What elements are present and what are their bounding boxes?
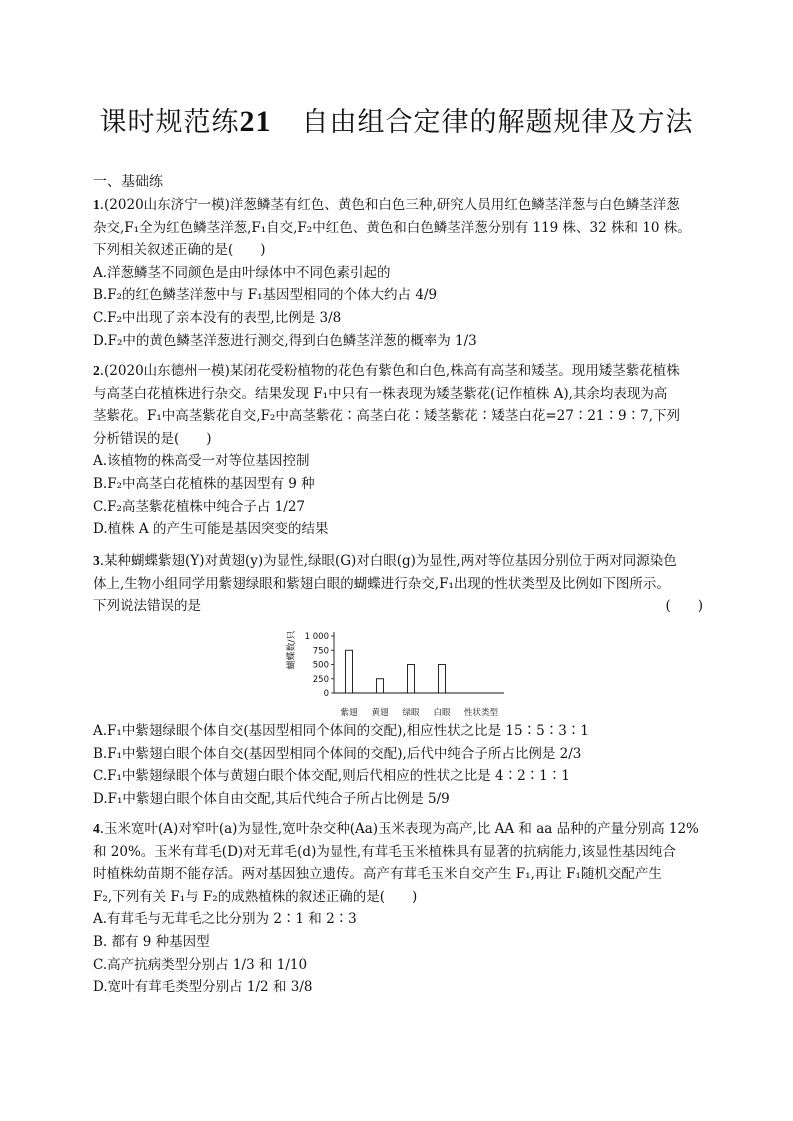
y-tick-label: 750: [312, 646, 329, 657]
question-1: 1.(2020山东济宁一模)洋葱鳞茎有红色、黄色和白色三种,研究人员用红色鳞茎洋葱与白色鳞茎洋葱 杂交,F₁全为红色鳞茎洋葱,F₁自交,F₂中红色、黄色和白色鳞茎洋葱分别有 119 株、32 株和 10 株。 下列相关叙述正确的是( ) A.洋葱鳞茎不同颜色是由叶绿体中不同色素引起的 B.F₂的红色鳞茎洋葱中与 F₁基因型相同的个体大约占 4/9 C.F₂中出现了亲本没有的表型,比例是 3/8 D.F₂中的黄色鳞茎洋葱进行测交,得到白色鳞茎洋葱的概率为 1/3: [93, 194, 703, 352]
butterfly-trait-bar-chart: [282, 620, 512, 720]
q4-option-d[interactable]: D.宽叶有茸毛类型分别占 1/2 和 3/8: [93, 979, 313, 996]
x-tick-label: 黄翅: [371, 708, 389, 718]
question-3: 3.某种蝴蝶紫翅(Y)对黄翅(y)为显性,绿眼(G)对白眼(g)为显性,两对等位基因分别位于两对同源染色 体上,生物小组同学用紫翅绿眼和紫翅白眼的蝴蝶进行杂交,F₁出现的性状类型及比例如下图所示。 下列说法错误的是 ( ): [93, 550, 703, 618]
q1-option-d[interactable]: D.F₂中的黄色鳞茎洋葱进行测交,得到白色鳞茎洋葱的概率为 1/3: [93, 332, 477, 349]
bar-1: [346, 650, 353, 693]
q3-option-d[interactable]: D.F₁中紫翅白眼个体自由交配,其后代纯合子所占比例是 5/9: [93, 790, 450, 807]
bar-3: [408, 665, 415, 694]
question-2: 2.(2020山东德州一模)某闭花受粉植物的花色有紫色和白色,株高有高茎和矮茎。现用矮茎紫花植株 与高茎白花植株进行杂交。结果发现 F₁中只有一株表现为矮茎紫花(记作植株 A),其余均表现为高 茎紫花。F₁中高茎紫花自交,F₂中高茎紫花∶高茎白花∶矮茎紫花∶矮茎白花=27∶21∶9∶7,下列 分析错误的是( ) A.该植物的株高受一对等位基因控制 B.F₂中高茎白花植株的基因型有 9 种 C.F₂高茎紫花植株中纯合子占 1/27 D.植株 A 的产生可能是基因突变的结果: [93, 360, 703, 541]
question-3-options: [93, 720, 703, 810]
bar-2: [377, 679, 384, 693]
q3-option-b[interactable]: B.F₁中紫翅白眼个体自交(基因型相同个体间的交配),后代中纯合子所占比例是 2/3: [93, 745, 582, 762]
q4-option-a[interactable]: A.有茸毛与无茸毛之比分别为 2∶1 和 2∶3: [93, 911, 357, 928]
q4-option-b[interactable]: B. 都有 9 种基因型: [93, 933, 210, 950]
q1-option-a[interactable]: A.洋葱鳞茎不同颜色是由叶绿体中不同色素引起的: [93, 264, 391, 281]
q2-option-b[interactable]: B.F₂中高茎白花植株的基因型有 9 种: [93, 475, 315, 492]
q2-option-a[interactable]: A.该植物的株高受一对等位基因控制: [93, 453, 310, 470]
q2-option-c[interactable]: C.F₂高茎紫花植株中纯合子占 1/27: [93, 498, 306, 515]
q4-option-c[interactable]: C.高产抗病类型分别占 1/3 和 1/10: [93, 956, 308, 973]
bar-4: [439, 665, 446, 694]
page-title: 课时规范练21 自由组合定律的解题规律及方法: [99, 105, 694, 138]
y-tick-label: 500: [312, 660, 329, 671]
x-tick-label: 紫翅: [340, 708, 358, 718]
q3-option-a[interactable]: A.F₁中紫翅绿眼个体自交(基因型相同个体间的交配),相应性状之比是 15∶5∶3∶1: [93, 723, 589, 739]
y-tick-label: 1 000: [304, 632, 329, 642]
q1-option-b[interactable]: B.F₂的红色鳞茎洋葱中与 F₁基因型相同的个体大约占 4/9: [93, 287, 438, 304]
q3-option-c[interactable]: C.F₁中紫翅绿眼个体与黄翅白眼个体交配,则后代相应的性状之比是 4∶2∶1∶1: [93, 768, 570, 785]
q1-option-c[interactable]: C.F₂中出现了亲本没有的表型,比例是 3/8: [93, 309, 342, 326]
question-4: 4.玉米宽叶(A)对窄叶(a)为显性,宽叶杂交种(Aa)玉米表现为高产,比 AA 和 aa 品种的产量分别高 12% 和 20%。玉米有茸毛(D)对无茸毛(d)为显性,有茸毛玉米植株具有显著的抗病能力,该显性基因纯合 时植株幼苗期不能存活。两对基因独立遗传。高产有茸毛玉米自交产生 F₁,再让 F₁随机交配产生 F₂,下列有关 F₁与 F₂的成熟植株的叙述正确的是( ) A.有茸毛与无茸毛之比分别为 2∶1 和 2∶3 B. 都有 9 种基因型 C.高产抗病类型分别占 1/3 和 1/10 D.宽叶有茸毛类型分别占 1/2 和 3/8: [93, 818, 703, 999]
answer-blank[interactable]: ( ): [665, 598, 703, 615]
section-heading: 一、基础练: [93, 174, 163, 190]
y-tick-label: 250: [312, 674, 329, 685]
y-axis-label: 蝴蝶数/只: [287, 630, 297, 670]
q2-option-d[interactable]: D.植株 A 的产生可能是基因突变的结果: [93, 521, 329, 538]
x-axis-label: 性状类型: [463, 708, 499, 718]
x-tick-label: 白眼: [433, 708, 451, 718]
y-tick-label: 0: [323, 689, 329, 699]
x-tick-label: 绿眼: [402, 708, 420, 718]
